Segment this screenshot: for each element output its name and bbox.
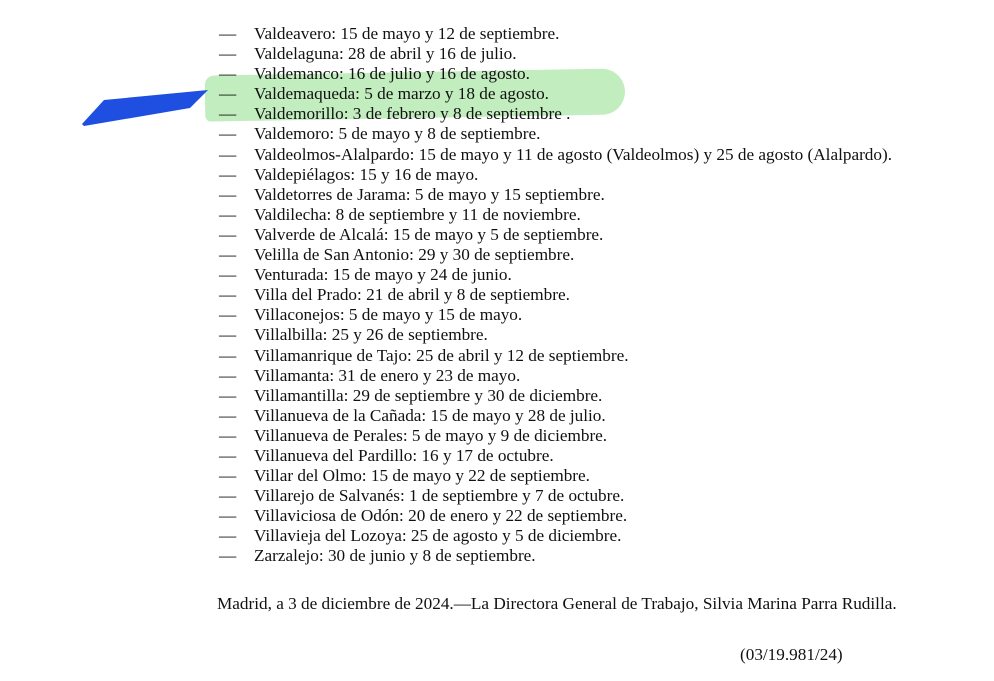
list-item-text: Villalbilla: 25 y 26 de septiembre. [254, 325, 488, 345]
list-dash: — [219, 285, 237, 305]
list-dash: — [219, 64, 237, 84]
list-item-text: Villa del Prado: 21 de abril y 8 de septiembre. [254, 285, 570, 305]
list-dash: — [219, 84, 237, 104]
list-item [219, 64, 919, 84]
list-item-text: Villamanrique de Tajo: 25 de abril y 12 de septiembre. [254, 345, 629, 365]
list-item-text: Villanueva del Pardillo: 16 y 17 de octubre. [254, 445, 554, 465]
list-item-text: Villarejo de Salvanés: 1 de septiembre y 7 de octubre. [254, 486, 625, 506]
list-item-text: Villamanta: 31 de enero y 23 de mayo. [254, 365, 521, 385]
list-dash: — [219, 546, 237, 566]
list-item-text: Villaviciosa de Odón: 20 de enero y 22 de septiembre. [254, 506, 628, 526]
list-item [219, 24, 919, 44]
list-item [219, 265, 919, 285]
list-dash: — [219, 144, 237, 164]
list-dash: — [219, 245, 237, 265]
list-item [219, 225, 919, 245]
holiday-list [219, 24, 919, 567]
list-item [219, 506, 919, 526]
list-item-text: Valdeavero: 15 de mayo y 12 de septiembre. [254, 24, 560, 43]
list-dash: — [219, 486, 237, 506]
list-item-text: Valdemaqueda: 5 de marzo y 18 de agosto. [254, 84, 549, 104]
list-dash: — [219, 325, 237, 345]
list-item [219, 325, 919, 345]
list-dash: — [219, 104, 237, 124]
list-dash: — [219, 204, 237, 224]
list-item-text: Villar del Olmo: 15 de mayo y 22 de septiembre. [254, 466, 590, 486]
list-item [219, 406, 919, 426]
list-item [219, 346, 919, 366]
list-dash: — [219, 224, 237, 244]
list-item-text: Zarzalejo: 30 de junio y 8 de septiembre. [254, 546, 536, 566]
list-item-text: Villanueva de Perales: 5 de mayo y 9 de diciembre. [254, 425, 608, 445]
list-item [219, 285, 919, 305]
list-item-text: Velilla de San Antonio: 29 y 30 de septiembre. [254, 245, 575, 265]
list-item [219, 386, 919, 406]
list-dash: — [219, 385, 237, 405]
list-item-text: Villavieja del Lozoya: 25 de agosto y 5 de diciembre. [254, 526, 622, 546]
list-item-text: Valdemanco: 16 de julio y 16 de agosto. [254, 64, 530, 84]
list-item-text: Valdeolmos-Alalpardo: 15 de mayo y 11 de agosto (Valdeolmos) y 25 de agosto (Alalpardo). [254, 144, 893, 164]
list-item [219, 44, 919, 64]
list-item-text: Valdemoro: 5 de mayo y 8 de septiembre. [254, 124, 541, 144]
list-dash: — [219, 184, 237, 204]
list-dash: — [219, 365, 237, 385]
list-item [219, 185, 919, 205]
list-item [219, 446, 919, 466]
list-item-text: Valdemorillo: 3 de febrero y 8 de septiembre . [254, 104, 571, 124]
list-item [219, 124, 919, 144]
list-dash: — [219, 466, 237, 486]
list-item [219, 526, 919, 546]
list-item-text: Valdetorres de Jarama: 5 de mayo y 15 septiembre. [254, 184, 605, 204]
list-item-text: Villamantilla: 29 de septiembre y 30 de diciembre. [254, 385, 603, 405]
list-item-text: Venturada: 15 de mayo y 24 de junio. [254, 265, 512, 285]
list-dash: — [219, 425, 237, 445]
document-reference: (03/19.981/24) [740, 645, 843, 664]
list-item [219, 145, 919, 165]
list-item-text: Valverde de Alcalá: 15 de mayo y 5 de septiembre. [254, 224, 604, 244]
list-item-text: Villaconejos: 5 de mayo y 15 de mayo. [254, 305, 523, 325]
list-dash: — [219, 526, 237, 546]
closing-signature: Madrid, a 3 de diciembre de 2024.—La Directora General de Trabajo, Silvia Marina Parra Rudilla. [217, 594, 897, 613]
list-item-text: Valdelaguna: 28 de abril y 16 de julio. [254, 44, 517, 64]
list-dash: — [219, 24, 237, 43]
list-item-text: Villanueva de la Cañada: 15 de mayo y 28 de julio. [254, 405, 606, 425]
list-item [219, 165, 919, 185]
list-item [219, 205, 919, 225]
list-dash: — [219, 345, 237, 365]
list-dash: — [219, 164, 237, 184]
blue-pen-mark [80, 88, 210, 128]
list-item [219, 104, 919, 124]
list-item [219, 466, 919, 486]
list-item [219, 426, 919, 446]
list-item [219, 366, 919, 386]
list-item [219, 84, 919, 104]
list-dash: — [219, 265, 237, 285]
list-dash: — [219, 124, 237, 144]
list-item [219, 486, 919, 506]
list-item-text: Valdepiélagos: 15 y 16 de mayo. [254, 164, 479, 184]
list-dash: — [219, 506, 237, 526]
list-dash: — [219, 445, 237, 465]
list-item [219, 245, 919, 265]
list-item [219, 546, 919, 566]
list-item [219, 305, 919, 325]
list-item-text: Valdilecha: 8 de septiembre y 11 de noviembre. [254, 204, 581, 224]
list-dash: — [219, 44, 237, 64]
list-dash: — [219, 405, 237, 425]
list-dash: — [219, 305, 237, 325]
